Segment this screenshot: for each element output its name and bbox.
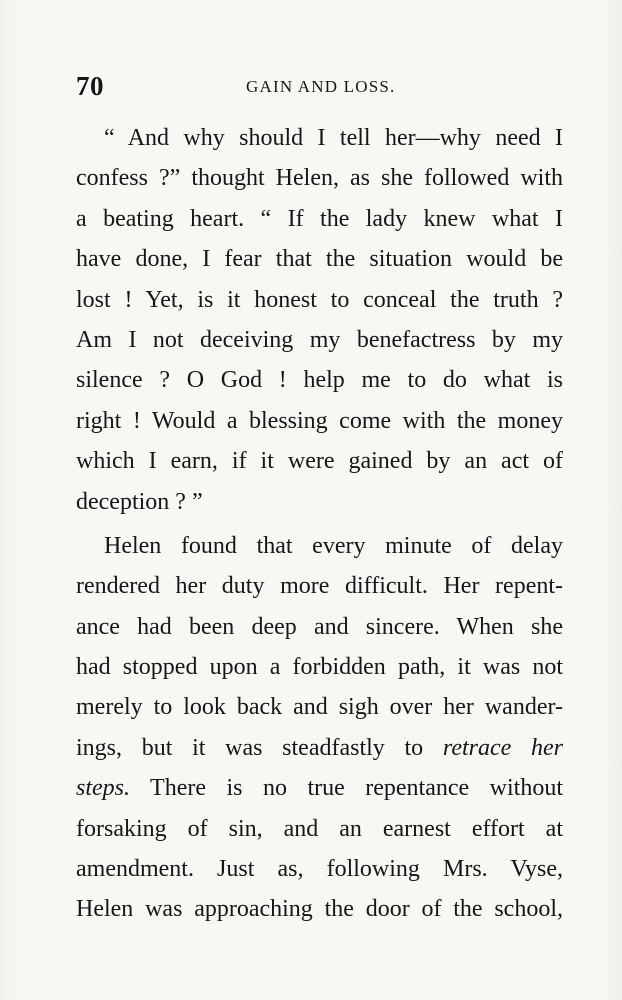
italic-phrase: steps. (76, 775, 130, 802)
running-head: GAIN AND LOSS. (246, 77, 396, 96)
text-line: Helen found that every minute of delay (104, 532, 563, 559)
text-line: had stopped upon a forbidden path, it was not (76, 654, 563, 681)
text-line: deception ? ” (76, 488, 203, 515)
paragraph-2 (76, 526, 563, 930)
text-line: lost ! Yet, is it honest to conceal the truth ? (76, 286, 563, 313)
text-line: rendered her duty more difficult. Her repent- (76, 573, 563, 600)
text-line: amendment. Just as, following Mrs. Vyse, (76, 856, 563, 883)
body-text (76, 118, 563, 930)
text-line: Am I not deceiving my benefactress by my (76, 326, 563, 353)
text-line: which I earn, if it were gained by an act of (76, 448, 563, 475)
text-line: confess ?” thought Helen, as she followed with (76, 165, 563, 192)
text-line: a beating heart. “ If the lady knew what I (76, 205, 563, 232)
text-line: forsaking of sin, and an earnest effort at (76, 815, 563, 842)
text-line: have done, I fear that the situation would be (76, 246, 563, 273)
text-line: “ And why should I tell her—why need I (104, 125, 563, 151)
text-segment: There is no true repentance without (130, 775, 563, 802)
text-segment: ings, but it was steadfastly to (76, 734, 424, 761)
text-line: right ! Would a blessing come with the money (76, 407, 563, 434)
italic-phrase: retrace her (442, 734, 564, 761)
text-line: Helen was approaching the door of the school, (76, 896, 563, 923)
paragraph-1 (76, 118, 563, 522)
page-header (76, 70, 563, 106)
text-line: merely to look back and sigh over her wander- (76, 694, 563, 721)
text-line: silence ? O God ! help me to do what is (76, 367, 563, 394)
text-line-with-italic (76, 728, 563, 768)
page-number: 70 (76, 71, 104, 101)
text-line: ance had been deep and sincere. When she (76, 613, 563, 640)
text-line-with-italic (76, 768, 563, 808)
